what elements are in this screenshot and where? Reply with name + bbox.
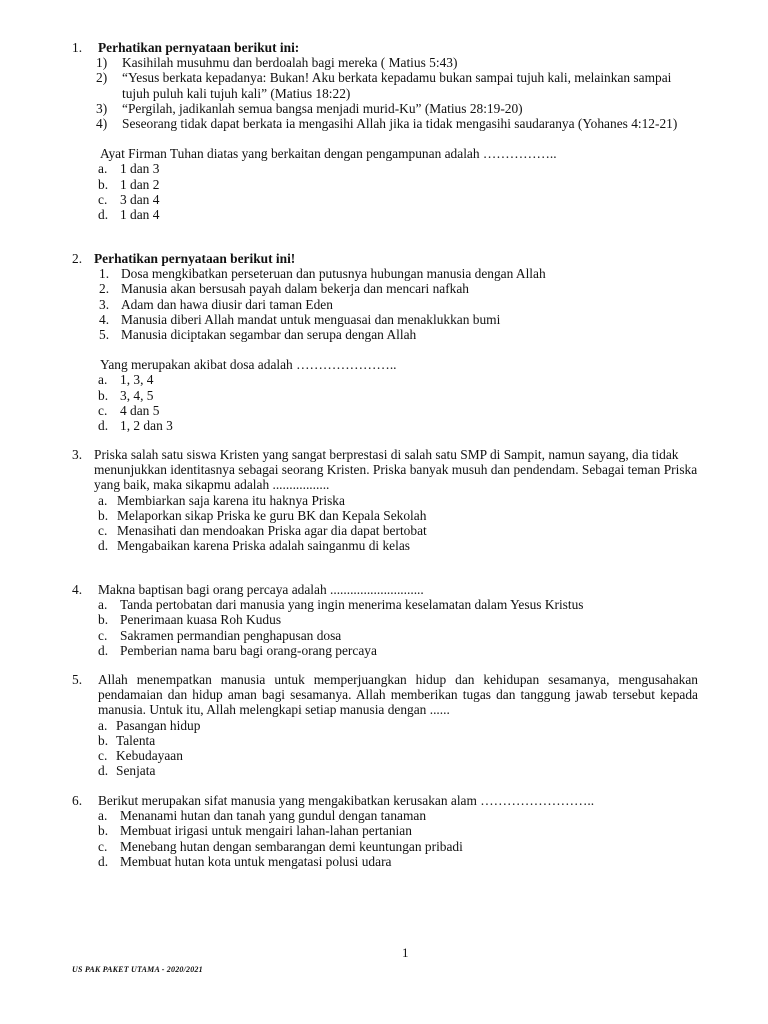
question-3 — [72, 447, 698, 553]
question-1 — [72, 40, 698, 222]
option-c[interactable]: c. Kebudayaan — [98, 748, 183, 764]
question-text: Makna baptisan bagi orang percaya adalah ............................ — [98, 582, 424, 597]
question-text: Berikut merupakan sifat manusia yang mengakibatkan kerusakan alam …………………….. — [98, 793, 595, 808]
question-5 — [72, 672, 698, 778]
option-b[interactable]: b. Penerimaan kuasa Roh Kudus — [98, 612, 282, 628]
statement-list — [99, 266, 698, 342]
option-d[interactable]: d. Pemberian nama baru bagi orang-orang percaya — [98, 642, 377, 658]
option-a[interactable]: a. 1, 3, 4 — [98, 372, 154, 388]
options-list — [98, 808, 698, 869]
page-number: 1 — [402, 945, 409, 960]
statement-item: 2) “Yesus berkata kepadanya: Bukan! Aku berkata kepadamu bukan sampai tujuh kali, melainkan sampai tujuh puluh kali tujuh kali” (Matius 18:22) — [96, 70, 672, 101]
question-number: 3. — [72, 447, 83, 462]
option-b[interactable]: b. 3, 4, 5 — [98, 387, 154, 403]
options-list — [98, 372, 698, 433]
question-number: 5. — [72, 672, 83, 687]
options-list — [98, 718, 698, 779]
option-a[interactable]: a. Membiarkan saja karena itu haknya Priska — [98, 492, 345, 508]
option-d[interactable]: d. Senjata — [98, 763, 156, 779]
option-c[interactable]: c. Menebang hutan dengan sembarangan demi keuntungan pribadi — [98, 838, 463, 854]
statement-item: 1. Dosa mengkibatkan perseteruan dan putusnya hubungan manusia dengan Allah — [99, 266, 546, 282]
question-text: Priska salah satu siswa Kristen yang sangat berprestasi di salah satu SMP di Sampit, namun sayang, dia tidak menunjukkan identitasnya sebagai seorang Kristen. Priska banyak musuh dan pendendam. Sebagai teman Priska yang baik, maka sikapmu adalah ................. — [94, 447, 698, 493]
option-d[interactable]: d. 1, 2 dan 3 — [98, 418, 173, 434]
option-b[interactable]: b. 1 dan 2 — [98, 176, 160, 192]
question-4 — [72, 582, 698, 658]
statement-item: 4) Seseorang tidak dapat berkata ia mengasihi Allah jika ia tidak mengasihi saudaranya (Yohanes 4:12-21) — [96, 116, 678, 132]
question-number: 1. — [72, 40, 83, 55]
statement-list — [96, 55, 698, 131]
question-title: Perhatikan pernyataan berikut ini: — [98, 40, 300, 55]
question-2 — [72, 251, 698, 433]
question-title: Perhatikan pernyataan berikut ini! — [94, 251, 296, 266]
statement-item: 3. Adam dan hawa diusir dari taman Eden — [99, 296, 333, 312]
options-list — [98, 597, 698, 658]
option-b[interactable]: b. Talenta — [98, 732, 156, 748]
option-a[interactable]: a. Tanda pertobatan dari manusia yang ingin menerima keselamatan dalam Yesus Kristus — [98, 597, 584, 613]
option-c[interactable]: c. 4 dan 5 — [98, 402, 160, 418]
question-text: Allah menempatkan manusia untuk memperjuangkan hidup dan kehidupan sesamanya, mengusahakan pendamaian dan hidup aman bagi sesamanya. Allah memberikan tugas dan tanggung jawab tersebut kepada manusia. Untuk itu, Allah melengkapi setiap manusia dengan ...... — [98, 672, 698, 718]
option-d[interactable]: d. Mengabaikan karena Priska adalah sainganmu di kelas — [98, 538, 411, 554]
statement-item: 1) Kasihilah musuhmu dan berdoalah bagi mereka ( Matius 5:43) — [96, 55, 458, 71]
question-number: 2. — [72, 251, 83, 266]
question-6 — [72, 793, 698, 869]
footer-text: US PAK PAKET UTAMA - 2020/2021 — [72, 965, 203, 974]
option-c[interactable]: c. 3 dan 4 — [98, 191, 160, 207]
option-d[interactable]: d. 1 dan 4 — [98, 207, 160, 223]
statement-item: 5. Manusia diciptakan segambar dan serupa dengan Allah — [99, 327, 417, 343]
option-c[interactable]: c. Menasihati dan mendoakan Priska agar dia dapat bertobat — [98, 523, 427, 539]
question-prompt: Ayat Firman Tuhan diatas yang berkaitan dengan pengampunan adalah …………….. — [100, 146, 557, 162]
options-list — [98, 161, 698, 222]
option-a[interactable]: a. 1 dan 3 — [98, 161, 160, 177]
option-b[interactable]: b. Melaporkan sikap Priska ke guru BK dan Kepala Sekolah — [98, 507, 427, 523]
statement-item: 2. Manusia akan bersusah payah dalam bekerja dan mencari nafkah — [99, 281, 470, 297]
option-c[interactable]: c. Sakramen permandian penghapusan dosa — [98, 627, 342, 643]
option-d[interactable]: d. Membuat hutan kota untuk mengatasi polusi udara — [98, 853, 392, 869]
question-number: 6. — [72, 793, 83, 808]
option-a[interactable]: a. Menanami hutan dan tanah yang gundul dengan tanaman — [98, 808, 427, 824]
question-prompt: Yang merupakan akibat dosa adalah ………………….. — [100, 357, 397, 373]
question-number: 4. — [72, 582, 83, 597]
option-a[interactable]: a. Pasangan hidup — [98, 717, 201, 733]
statement-item: 3) “Pergilah, jadikanlah semua bangsa menjadi murid-Ku” (Matius 28:19-20) — [96, 100, 523, 116]
statement-item: 4. Manusia diberi Allah mandat untuk menguasai dan menaklukkan bumi — [99, 311, 501, 327]
options-list — [98, 493, 698, 554]
option-b[interactable]: b. Membuat irigasi untuk mengairi lahan-lahan pertanian — [98, 823, 412, 839]
